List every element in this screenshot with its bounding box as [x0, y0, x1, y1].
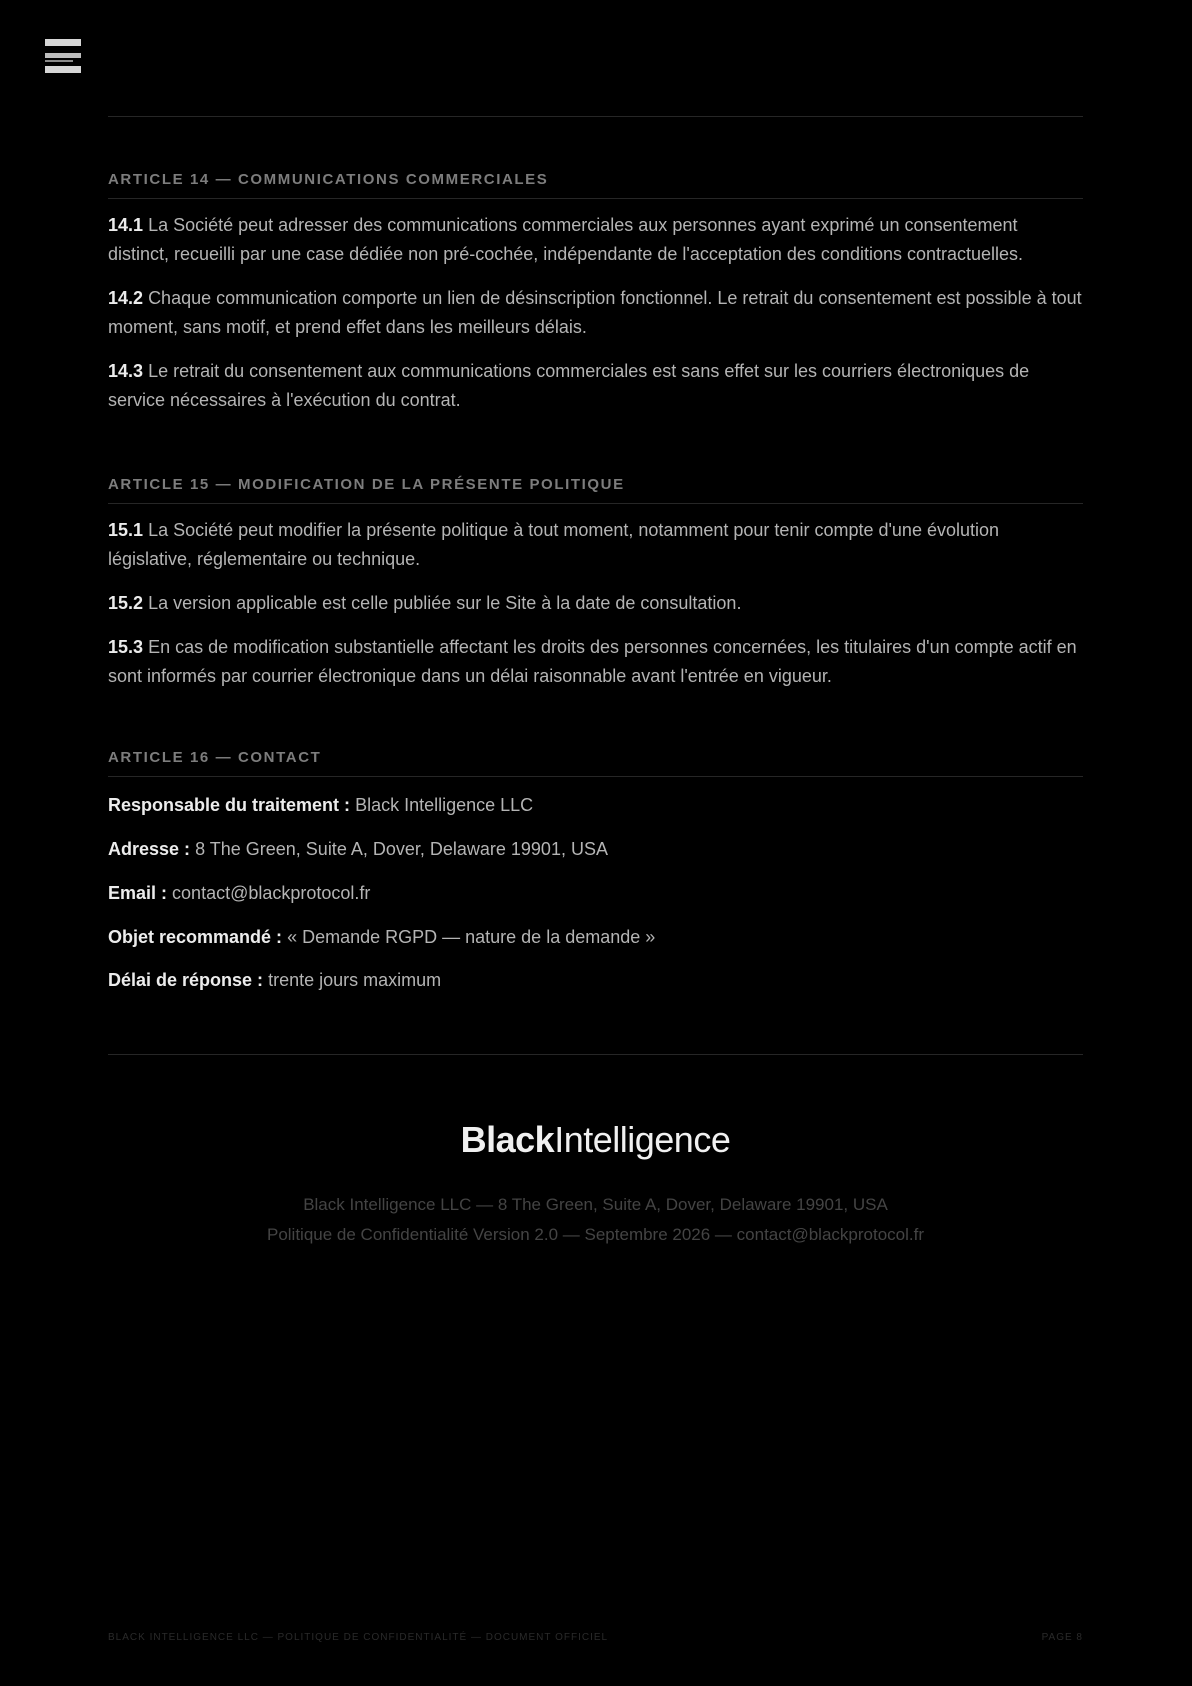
- article-14: [108, 171, 1083, 415]
- hamburger-menu-icon[interactable]: [45, 39, 81, 75]
- clause-text: La version applicable est celle publiée sur le Site à la date de consultation.: [148, 593, 742, 613]
- clause: [108, 589, 1083, 618]
- article-heading: ARTICLE 14 — COMMUNICATIONS COMMERCIALES: [108, 171, 1083, 199]
- clause: [108, 284, 1083, 342]
- divider: [108, 1054, 1083, 1055]
- contact-value: Black Intelligence LLC: [355, 795, 534, 815]
- contact-adresse: [108, 835, 1083, 864]
- contact-email-link[interactable]: contact@blackprotocol.fr: [172, 883, 371, 903]
- clause: [108, 357, 1083, 415]
- logo-bold: Black: [460, 1119, 555, 1160]
- contact-value: 8 The Green, Suite A, Dover, Delaware 19901, USA: [195, 839, 608, 859]
- footer-address: Black Intelligence LLC — 8 The Green, Suite A, Dover, Delaware 19901, USA: [303, 1195, 888, 1214]
- logo-regular: Intelligence: [554, 1119, 731, 1160]
- contact-value: trente jours maximum: [268, 970, 442, 990]
- menu-bar: [45, 60, 73, 62]
- clause-number: 15.3: [108, 637, 144, 657]
- clause-text: Chaque communication comporte un lien de désinscription fonctionnel. Le retrait du consentement est possible à tout moment, sans motif, et prend effet dans les meilleurs délais.: [108, 288, 1082, 337]
- contact-objet: [108, 923, 1083, 952]
- page-footer: [108, 1632, 1083, 1643]
- clause-number: 15.2: [108, 593, 144, 613]
- clause: [108, 211, 1083, 269]
- clause: [108, 633, 1083, 691]
- article-heading: ARTICLE 15 — MODIFICATION DE LA PRÉSENTE POLITIQUE: [108, 476, 1083, 504]
- contact-label: Email :: [108, 883, 168, 903]
- clause: [108, 516, 1083, 574]
- clause-text: La Société peut adresser des communications commerciales aux personnes ayant exprimé un consentement distinct, recueilli par une case dédiée non pré-cochée, indépendante de l'acceptation des conditions contractuelles.: [108, 215, 1024, 264]
- clause-text: La Société peut modifier la présente politique à tout moment, notamment pour tenir compte d'une évolution législative, réglementaire ou technique.: [108, 520, 1000, 569]
- brand-logo: [108, 1118, 1083, 1162]
- contact-label: Adresse :: [108, 839, 191, 859]
- clause-number: 14.2: [108, 288, 144, 308]
- article-15: [108, 476, 1083, 691]
- contact-value: « Demande RGPD — nature de la demande »: [287, 927, 656, 947]
- contact-delai: [108, 966, 1083, 995]
- menu-bar: [45, 39, 81, 46]
- menu-bar: [45, 66, 81, 73]
- page-footer-title: BLACK INTELLIGENCE LLC — POLITIQUE DE CONFIDENTIALITÉ — DOCUMENT OFFICIEL: [108, 1632, 609, 1643]
- article-heading: ARTICLE 16 — CONTACT: [108, 749, 1083, 777]
- divider: [108, 116, 1083, 117]
- contact-responsable: [108, 791, 1083, 820]
- contact-label: Responsable du traitement :: [108, 795, 351, 815]
- clause-text: Le retrait du consentement aux communications commerciales est sans effet sur les courriers électroniques de service nécessaires à l'exécution du contrat.: [108, 361, 1030, 410]
- article-16-contact: [108, 749, 1083, 995]
- contact-label: Délai de réponse :: [108, 970, 264, 990]
- clause-number: 15.1: [108, 520, 144, 540]
- footer-version: Politique de Confidentialité Version 2.0 — Septembre 2026 — contact@blackprotocol.fr: [266, 1225, 924, 1244]
- contact-label: Objet recommandé :: [108, 927, 283, 947]
- page-number: PAGE 8: [1041, 1632, 1083, 1643]
- contact-email: [108, 879, 1083, 908]
- clause-number: 14.1: [108, 215, 144, 235]
- menu-bar: [45, 53, 81, 58]
- clause-number: 14.3: [108, 361, 144, 381]
- clause-text: En cas de modification substantielle affectant les droits des personnes concernées, les titulaires d'un compte actif en sont informés par courrier électronique dans un délai raisonnable avant l'entrée en vigueur.: [108, 637, 1077, 686]
